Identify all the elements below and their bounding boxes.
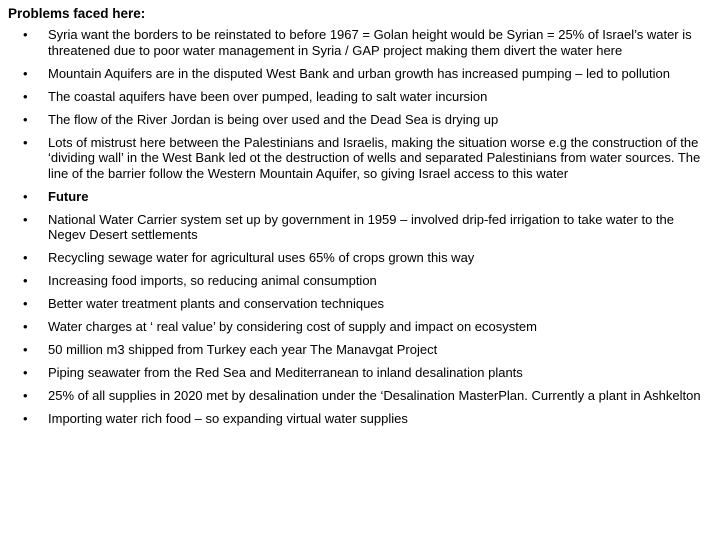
bullet-dot-icon: • (23, 388, 28, 403)
bullet-dot-icon: • (23, 296, 28, 311)
bullet-item (0, 411, 720, 427)
bullet-item (0, 112, 720, 128)
bullet-item (0, 89, 720, 105)
bullet-dot-icon: • (23, 342, 28, 357)
bullet-item (0, 212, 720, 243)
bullet-item (0, 135, 720, 182)
bullet-dot-icon: • (23, 411, 28, 426)
bullet-dot-icon: • (23, 134, 28, 150)
bullet-item (0, 273, 720, 289)
bullet-item (0, 319, 720, 335)
bullet-item (0, 27, 720, 58)
bullet-dot-icon: • (23, 319, 28, 334)
bullet-dot-icon: • (23, 250, 28, 265)
bullet-text: 50 million m3 shipped from Turkey each year The Manavgat Project (48, 342, 438, 357)
bullet-dot-icon: • (23, 111, 28, 127)
bullet-dot-icon: • (23, 27, 28, 42)
bullet-text: Syria want the borders to be reinstated to before 1967 = Golan height would be Syrian = 25% of Israel’s water is threatened due to poor water management in Syria / GAP project making them divert the water here (48, 27, 692, 58)
bullet-item (0, 342, 720, 358)
bullet-text: The coastal aquifers have been over pumped, leading to salt water incursion (48, 88, 488, 104)
slide-heading: Problems faced here: (8, 6, 146, 21)
bullet-item (0, 296, 720, 312)
bullet-text: Recycling sewage water for agricultural uses 65% of crops grown this way (48, 250, 475, 265)
bullet-text: Water charges at ‘ real value’ by considering cost of supply and impact on ecosystem (48, 319, 537, 334)
bullet-item (0, 388, 720, 404)
bullet-text: National Water Carrier system set up by government in 1959 – involved drip-fed irrigation to take water to the Negev Desert settlements (48, 211, 674, 242)
bullet-text: 25% of all supplies in 2020 met by desalination under the ‘Desalination MasterPlan. Currently a plant in Ashkelton (48, 388, 701, 403)
bullet-text: Better water treatment plants and conservation techniques (48, 296, 385, 311)
bullet-item (0, 250, 720, 266)
bullet-dot-icon: • (23, 273, 28, 288)
bullet-dot-icon: • (23, 365, 28, 380)
bullet-text: The flow of the River Jordan is being over used and the Dead Sea is drying up (48, 111, 499, 127)
bullet-text: Lots of mistrust here between the Palestinians and Israelis, making the situation worse e.g the construction of the ‘dividing wall’ in the West Bank led ot the destruction of wells and separated Palestinians from water sources. The line of the barrier follow the Western Mountain Aquifer, so giving Israel access to this water (48, 134, 701, 181)
bullet-dot-icon: • (23, 65, 28, 81)
bullet-item (0, 365, 720, 381)
bullet-text: Importing water rich food – so expanding virtual water supplies (48, 411, 408, 426)
bullet-list (0, 27, 720, 434)
bullet-item-future-heading (0, 189, 720, 205)
bullet-item (0, 66, 720, 82)
bullet-text: Piping seawater from the Red Sea and Mediterranean to inland desalination plants (48, 365, 523, 380)
bullet-dot-icon: • (23, 88, 28, 104)
bullet-dot-icon: • (23, 188, 28, 204)
bullet-dot-icon: • (23, 211, 28, 227)
section-heading-future: Future (48, 188, 89, 204)
bullet-text: Increasing food imports, so reducing animal consumption (48, 273, 377, 288)
bullet-text: Mountain Aquifers are in the disputed West Bank and urban growth has increased pumping – led to pollution (48, 65, 670, 81)
